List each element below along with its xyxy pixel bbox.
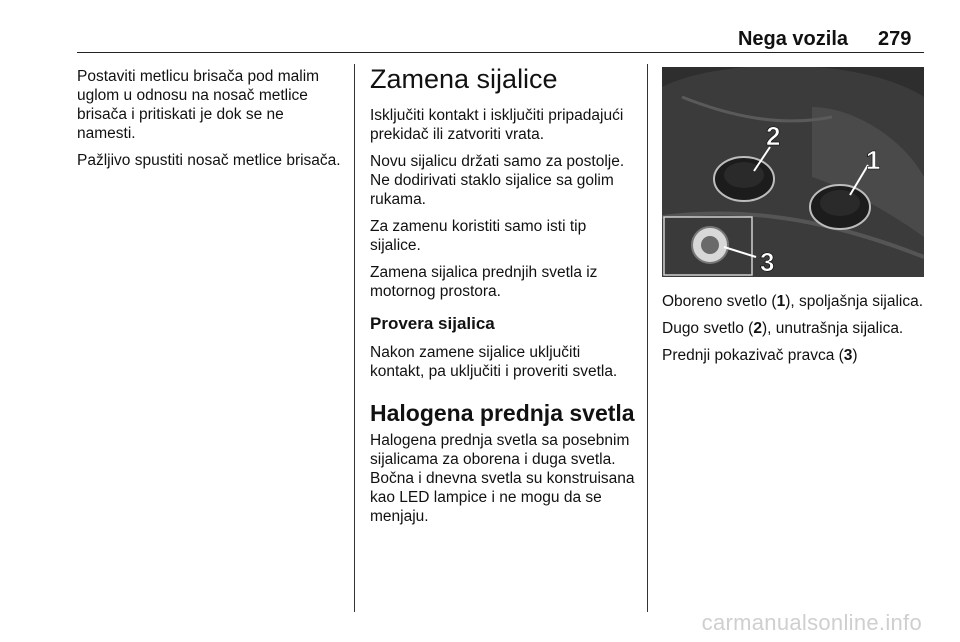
paragraph: Nakon zamene sijalice uključiti kontakt, pa uključiti i proveriti svetla.	[370, 344, 618, 380]
header-rule	[77, 52, 924, 53]
column-2	[370, 64, 638, 534]
page-number: 279	[878, 28, 912, 50]
section-heading-bulb-replacement: Zamena sijalice	[370, 64, 558, 94]
paragraph: Halogena prednja svetla sa posebnim sijalicama za oborena i duga svetla. Bočna i dnevna svetla su konstruisana kao LED lampice i ne mogu da se menjaju.	[370, 432, 635, 525]
list-item: Oboreno svetlo (1), spoljašnja sijalica.	[662, 293, 924, 310]
column-divider-left	[354, 64, 355, 612]
high-beam-cap-graphic	[714, 157, 774, 201]
subheading-bulb-check: Provera sijalica	[370, 314, 495, 333]
turn-signal-inset	[664, 217, 752, 275]
page-header-title: Nega vozila	[737, 28, 848, 50]
paragraph: Zamena sijalica prednjih svetla iz motornog prostora.	[370, 264, 598, 300]
paragraph: Novu sijalicu držati samo za postolje. Ne dodirivati staklo sijalice sa golim rukama.	[370, 153, 625, 208]
section-heading-halogen-headlights: Halogena prednja svetla	[370, 400, 635, 426]
column-3	[662, 292, 924, 373]
headlight-illustration	[662, 67, 924, 277]
paragraph: Postaviti metlicu brisača pod malim uglom u odnosu na nosač metlice brisača i pritiskati je dok se ne namesti.	[77, 68, 320, 142]
low-beam-cap-graphic	[810, 185, 870, 229]
watermark: carmanualsonline.info	[701, 610, 922, 635]
paragraph: Isključiti kontakt i isključiti pripadajući prekidač ili zatvoriti vrata.	[370, 107, 624, 143]
callout-1: 1	[866, 145, 881, 175]
paragraph: Za zamenu koristiti samo isti tip sijalice.	[370, 218, 587, 254]
list-item: Dugo svetlo (2), unutrašnja sijalica.	[662, 320, 904, 337]
headlight-figure	[662, 67, 924, 277]
column-divider-right	[647, 64, 648, 612]
paragraph: Pažljivo spustiti nosač metlice brisača.	[77, 152, 341, 169]
list-item: Prednji pokazivač pravca (3)	[662, 347, 858, 364]
callout-3: 3	[760, 247, 775, 277]
column-1	[77, 67, 342, 178]
callout-2: 2	[766, 121, 781, 151]
